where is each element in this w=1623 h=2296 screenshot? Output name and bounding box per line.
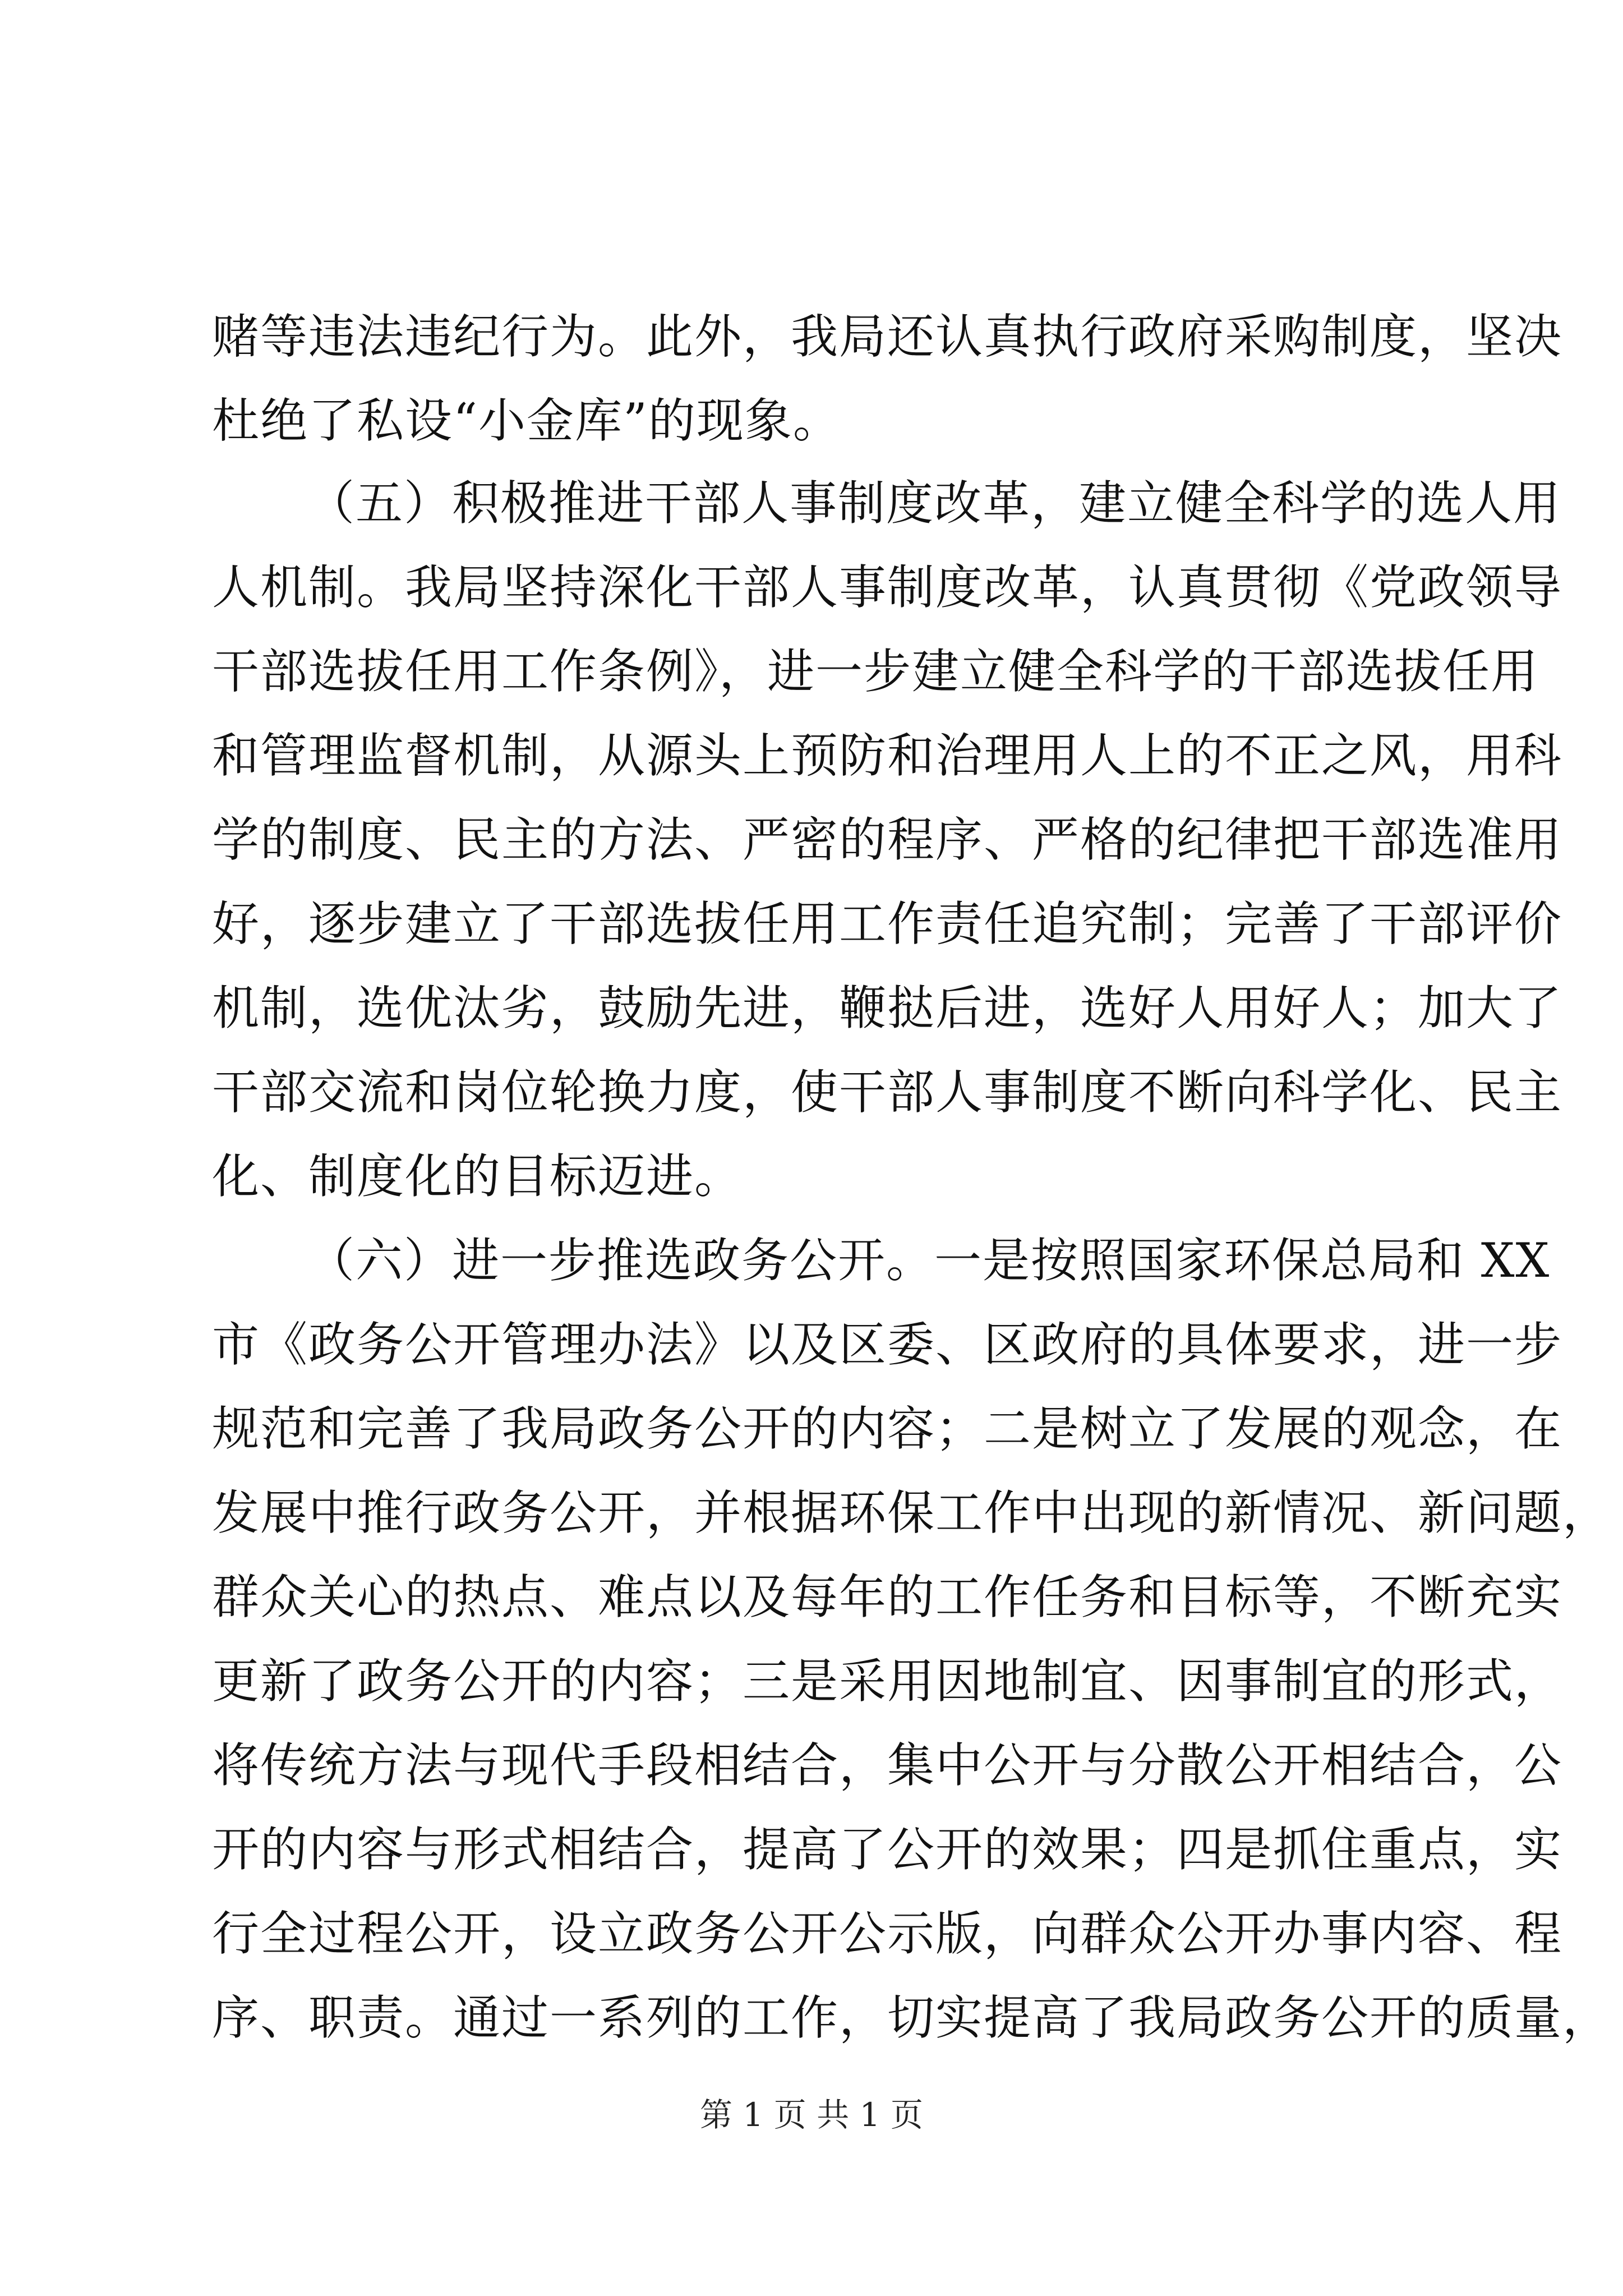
text-line: 市《政务公开管理办法》以及区委、区政府的具体要求，进一步 — [212, 1317, 1563, 1372]
text-line: 机制，选优汰劣，鼓励先进，鞭挞后进，选好人用好人；加大了 — [212, 981, 1563, 1036]
text-line: 行全过程公开，设立政务公开公示版，向群众公开办事内容、程 — [212, 1906, 1563, 1961]
text-line: 学的制度、民主的方法、严密的程序、严格的纪律把干部选准用 — [212, 812, 1563, 867]
text-line: 干部交流和岗位轮换力度，使干部人事制度不断向科学化、民主 — [212, 1065, 1563, 1120]
text-line: 干部选拔任用工作条例》，进一步建立健全科学的干部选拔任用 — [212, 644, 1539, 699]
text-line: 将传统方法与现代手段相结合，集中公开与分散公开相结合，公 — [212, 1738, 1563, 1793]
text-line: 更新了政务公开的内容；三是采用因地制宜、因事制宜的形式， — [212, 1654, 1563, 1709]
page-footer: 第 1 页 共 1 页 — [700, 2096, 923, 2134]
text-line: 杜绝了私设“小金库”的现象。 — [212, 393, 841, 448]
text-line: 人机制。我局坚持深化干部人事制度改革，认真贯彻《党政领导 — [212, 560, 1563, 615]
text-line: 发展中推行政务公开，并根据环保工作中出现的新情况、新问题， — [212, 1485, 1611, 1540]
text-line: 赌等违法违纪行为。此外，我局还认真执行政府采购制度，坚决 — [212, 309, 1563, 364]
text-line: 序、职责。通过一系列的工作，切实提高了我局政务公开的质量， — [212, 1990, 1611, 2045]
paragraph-heading-five: （五）积极推进干部人事制度改革，建立健全科学的选人用 — [307, 476, 1562, 531]
text-line: 规范和完善了我局政务公开的内容；二是树立了发展的观念，在 — [212, 1401, 1563, 1456]
paragraph-heading-six: （六）进一步推选政务公开。一是按照国家环保总局和 XX — [307, 1233, 1551, 1288]
text-line: 化、制度化的目标迈进。 — [212, 1149, 743, 1204]
text-line: 开的内容与形式相结合，提高了公开的效果；四是抓住重点，实 — [212, 1822, 1563, 1877]
text-line: 群众关心的热点、难点以及每年的工作任务和目标等，不断充实 — [212, 1570, 1563, 1625]
text-line: 和管理监督机制，从源头上预防和治理用人上的不正之风，用科 — [212, 728, 1563, 783]
text-line: 好，逐步建立了干部选拔任用工作责任追究制；完善了干部评价 — [212, 896, 1563, 951]
